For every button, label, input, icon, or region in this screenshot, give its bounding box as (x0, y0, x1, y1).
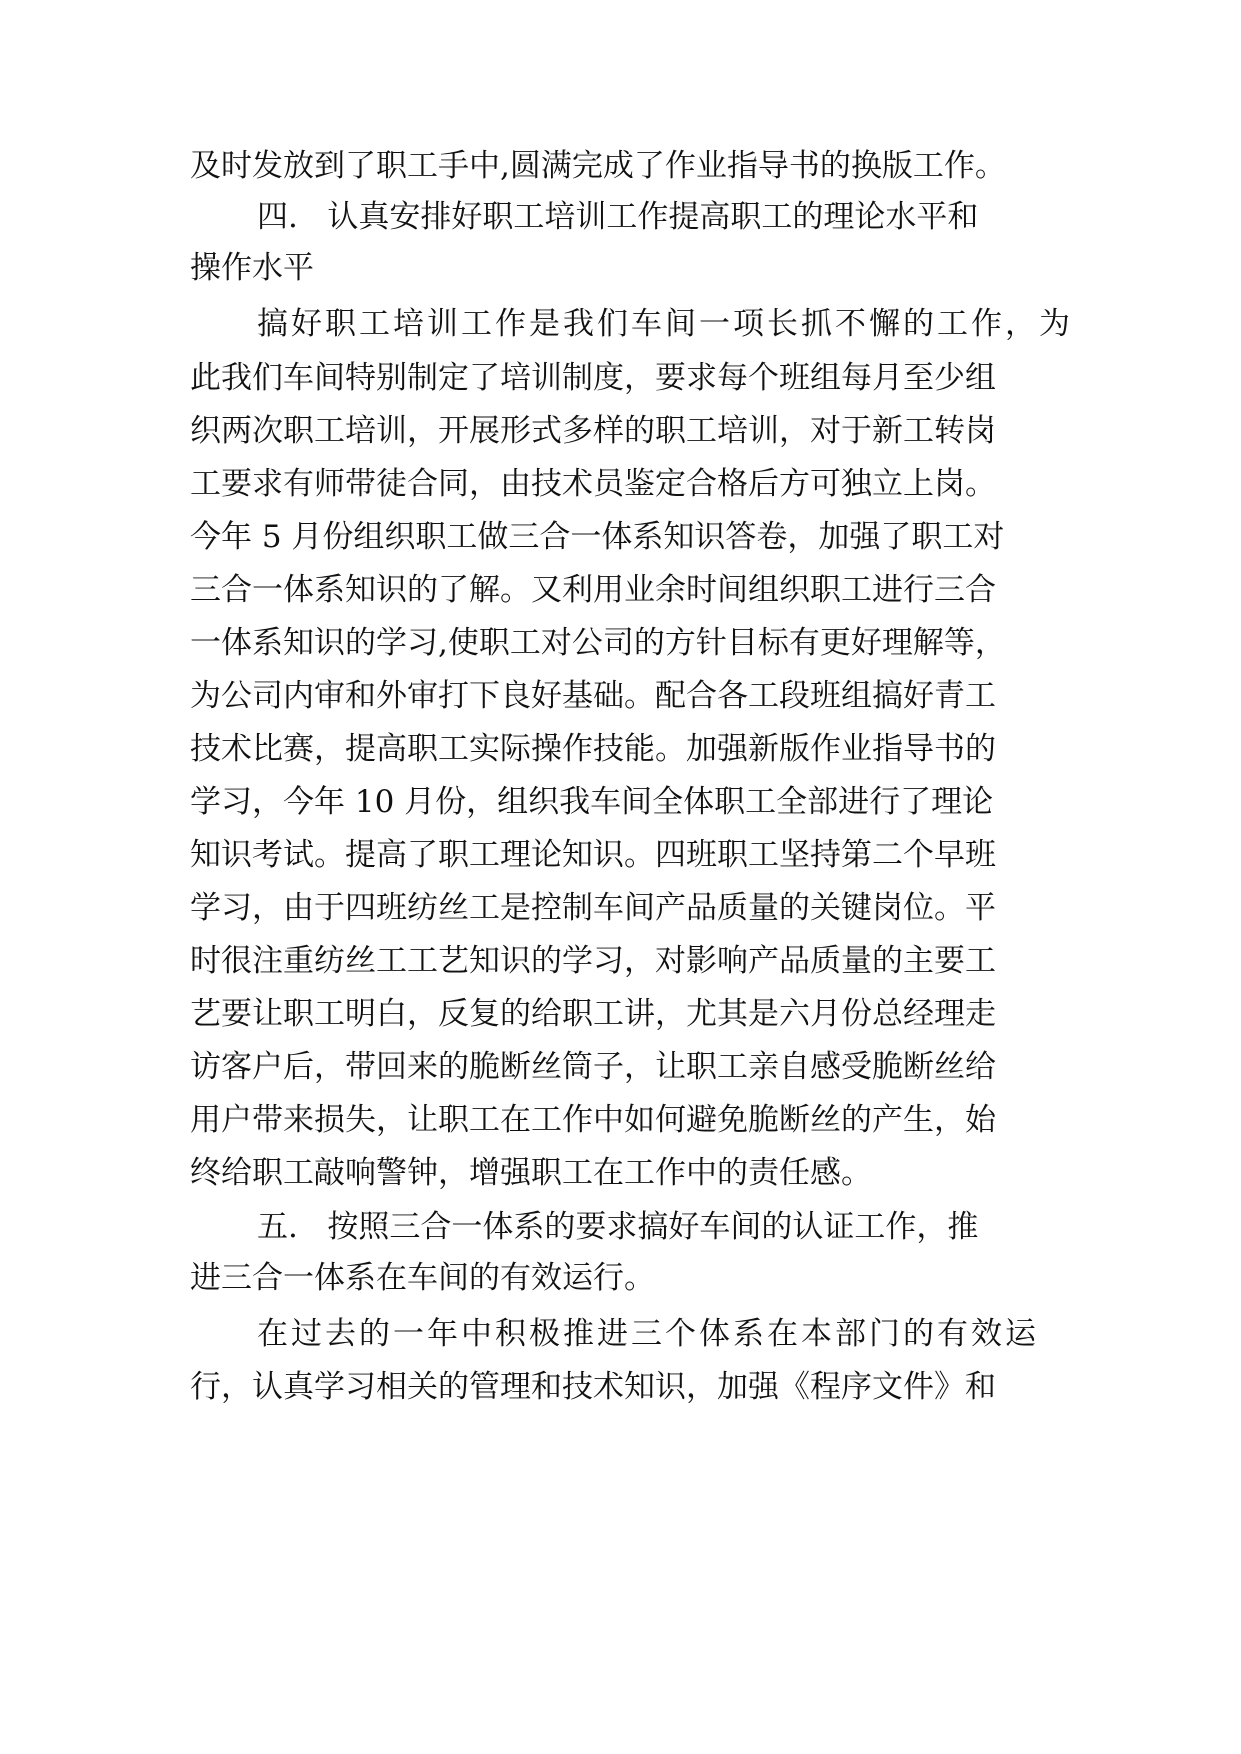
text-line: 用户带来损失，让职工在工作中如何避免脆断丝的产生，始 (190, 1102, 996, 1138)
text-line: 一体系知识的学习,使职工对公司的方针目标有更好理解等， (190, 625, 1006, 661)
paragraph-first-line: 搞好职工培训工作是我们车间一项长抓不懈的工作，为 (257, 306, 1073, 342)
text-line: 时很注重纺丝工工艺知识的学习，对影响产品质量的主要工 (190, 943, 996, 979)
paragraph-first-line: 在过去的一年中积极推进三个体系在本部门的有效运 (257, 1316, 1039, 1352)
text-line: 学习，由于四班纺丝工是控制车间产品质量的关键岗位。平 (190, 890, 996, 926)
text-line: 行，认真学习相关的管理和技术知识，加强《程序文件》和 (190, 1369, 996, 1405)
text-line: 终给职工敲响警钟，增强职工在工作中的责任感。 (190, 1155, 872, 1191)
section-heading-continuation: 进三合一体系在车间的有效运行。 (190, 1260, 655, 1296)
text-line: 技术比赛，提高职工实际操作技能。加强新版作业指导书的 (190, 731, 996, 767)
text-line: 访客户后，带回来的脆断丝筒子，让职工亲自感受脆断丝给 (190, 1049, 996, 1085)
text-line: 三合一体系知识的了解。又利用业余时间组织职工进行三合 (190, 572, 996, 608)
text-line: 为公司内审和外审打下良好基础。配合各工段班组搞好青工 (190, 678, 996, 714)
text-line: 知识考试。提高了职工理论知识。四班职工坚持第二个早班 (190, 837, 996, 873)
text-line: 此我们车间特别制定了培训制度，要求每个班组每月至少组 (190, 360, 996, 396)
text-line: 工要求有师带徒合同，由技术员鉴定合格后方可独立上岗。 (190, 466, 996, 502)
section-heading-continuation: 操作水平 (190, 250, 314, 286)
text-line: 织两次职工培训，开展形式多样的职工培训，对于新工转岗 (190, 413, 996, 449)
section-heading: 五. 按照三合一体系的要求搞好车间的认证工作，推 (257, 1209, 979, 1245)
text-line: 今年 5 月份组织职工做三合一体系知识答卷，加强了职工对 (190, 519, 1005, 555)
text-line: 及时发放到了职工手中,圆满完成了作业指导书的换版工作。 (190, 148, 1006, 184)
text-line: 艺要让职工明白，反复的给职工讲，尤其是六月份总经理走 (190, 996, 996, 1032)
text-line: 学习，今年 10 月份，组织我车间全体职工全部进行了理论 (190, 784, 994, 820)
section-heading: 四. 认真安排好职工培训工作提高职工的理论水平和 (257, 199, 979, 235)
